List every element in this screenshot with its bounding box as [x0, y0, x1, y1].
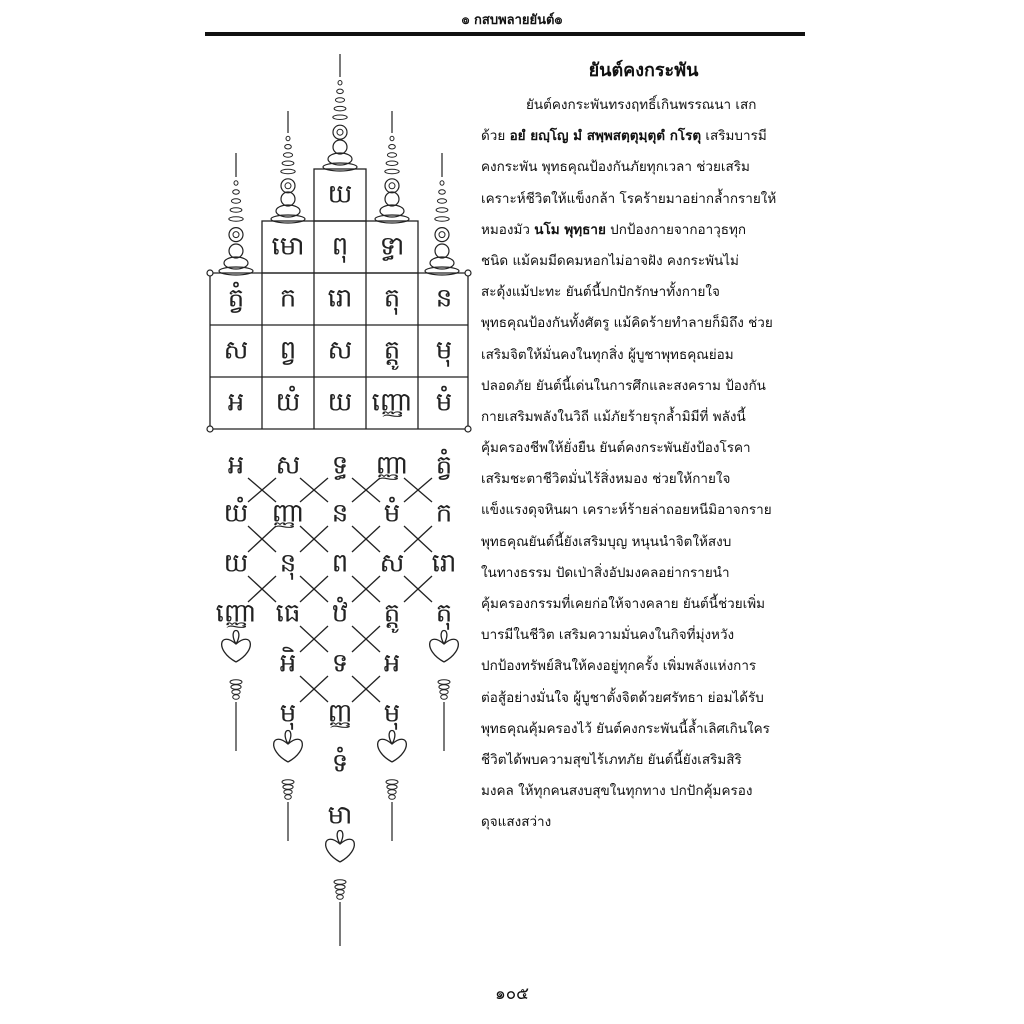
trefoil-right [430, 631, 459, 663]
body-line [481, 558, 806, 589]
body-line [481, 651, 806, 682]
running-header: ๏ กสบพลายยันต์๏ [461, 13, 563, 28]
lattice-glyph: ស [275, 450, 301, 481]
body-text: พุทธคุณป้องกันทั้งศัตรู แม้คิดร้ายทำลายก็มิถึง ช่วย [481, 315, 773, 332]
lattice-glyph: អិ [279, 648, 297, 679]
lattice-glyph: រោ [431, 548, 457, 579]
body-line [481, 807, 806, 838]
tail-left [230, 680, 242, 751]
lattice-glyph: ឋំ [331, 598, 349, 629]
grid-glyph: ត្វំ [227, 283, 245, 314]
body-mantra: อยํ ยญฺโญ มํ สพฺพสตฺตุมฺตุตํ กโรตุ [509, 128, 702, 145]
lattice-glyph: ក [435, 498, 453, 529]
tail-right-inner [386, 780, 398, 841]
body-text: ปกป้องกายจากอาวุธทุก [605, 221, 747, 238]
grid-node [465, 270, 471, 276]
body-text: ยันต์คงกระพันทรงฤทธิ์เกินพรรณนา เสก [526, 97, 757, 113]
grid-node [207, 270, 213, 276]
body-text: หมองมัว [481, 221, 535, 238]
grid-node [207, 426, 213, 432]
article-title: ยันต์คงกระพัน [588, 60, 699, 81]
body-line [481, 495, 806, 526]
grid-glyph: ពុ [331, 231, 349, 262]
grid-glyph: ស [223, 335, 249, 366]
finial-left-outer [219, 153, 253, 275]
grid-glyph: ន [435, 283, 453, 314]
lattice-glyph: នុ [279, 548, 297, 579]
grid-glyph: យ [327, 387, 353, 418]
body-text: สะดุ้งแม้ปะทะ ยันต์นี้ปกปักรักษาทั้งกายใจ [481, 284, 720, 301]
body-text: ปลอดภัย ยันต์นี้เด่นในการศึกและสงคราม ป้องกัน [481, 377, 766, 394]
lattice-glyph: ទ្ធ [331, 450, 349, 481]
body-line [481, 90, 806, 121]
body-line [481, 464, 806, 495]
body-line [481, 340, 806, 371]
grid-glyph: ព្វ [279, 335, 297, 366]
grid-glyph: ក [279, 283, 297, 314]
lattice-glyph: អ [227, 450, 245, 481]
body-text: ด้วย [481, 128, 510, 145]
grid-glyph: អ [227, 387, 245, 418]
lattice-glyph: ទ [331, 648, 349, 679]
yantra-diagram [200, 48, 472, 948]
body-text: คงกระพัน พุทธคุณป้องกันภัยทุกเวลา ช่วยเสริม [481, 159, 750, 176]
lattice-glyph: ត្តូ [383, 598, 401, 629]
body-line [481, 714, 806, 745]
tail-left-inner [282, 780, 294, 841]
body-text: คุ้มครองชีพให้ยั่งยืน ยันต์คงกระพันยังป้องโรคา [481, 440, 751, 457]
body-line [481, 184, 806, 215]
body-text: กายเสริมพลังในวิถี แม้ภัยร้ายรุกล้ำมิมีที่ พลังนี้ [481, 408, 746, 425]
grid-glyph: មំ [435, 387, 453, 418]
grid-glyph: យំ [275, 387, 301, 418]
body-text: ชีวิตได้พบความสุขไร้เภทภัย ยันต์นี้ยังเสริมสิริ [481, 751, 742, 768]
header-rule [205, 32, 805, 36]
body-line [481, 620, 806, 651]
lattice-glyph: ទំ [331, 748, 349, 779]
lattice-glyph: មំ [383, 498, 401, 529]
trefoil-right-inner [378, 731, 407, 763]
body-line [481, 745, 806, 776]
grid-glyph: ទ្ធា [379, 231, 405, 262]
trefoil-left-inner [274, 731, 303, 763]
body-line [481, 246, 806, 277]
grid-glyph: ស [327, 335, 353, 366]
body-line [481, 776, 806, 807]
lattice-glyph: ន [331, 498, 349, 529]
lattice-glyph: ស [379, 548, 405, 579]
body-text: แข็งแรงดุจหินผา เคราะห์ร้ายล่าถอยหนีมิอาจกราย [481, 502, 772, 519]
grid-glyph: ញ្ញោ [371, 387, 413, 418]
body-line [481, 152, 806, 183]
lattice-glyph: ធេ [275, 598, 301, 629]
lattice-glyph: ញ្ញោ [215, 598, 257, 629]
article [481, 58, 806, 839]
body-line [481, 121, 806, 152]
lattice-glyph: មុ [279, 698, 297, 729]
lattice-glyph: ព [331, 548, 349, 579]
body-text: เสริมบารมี [701, 128, 767, 145]
lattice-glyph: តុ [435, 598, 453, 629]
lattice-glyph: យ [223, 548, 249, 579]
grid-glyph: យ [327, 179, 353, 210]
body-line [481, 277, 806, 308]
grid-glyph: ត្តូ [383, 335, 401, 366]
body-text: ชนิด แม้คมมีดคมหอกไม่อาจฝัง คงกระพันไม่ [481, 252, 739, 269]
lattice-glyph: ញ្ញា [271, 498, 305, 529]
lattice-glyph: អ [383, 648, 401, 679]
finial-left-inner [271, 111, 305, 223]
body-line [481, 308, 806, 339]
body-text: เสริมจิตให้มั่นคงในทุกสิ่ง ผู้บูชาพุทธคุณย่อม [481, 346, 734, 363]
body-text: ปกป้องทรัพย์สินให้คงอยู่ทุกครั้ง เพิ่มพลังแห่งการ [481, 658, 757, 675]
body-line [481, 527, 806, 558]
page-number: ๑๐๕ [494, 984, 530, 1004]
grid-glyph: មុ [435, 335, 453, 366]
body-text: พุทธคุณคุ้มครองไว้ ยันต์คงกระพันนี้ล้ำเลิศเกินใคร [481, 720, 770, 737]
lattice-glyph: យំ [223, 498, 249, 529]
body-mantra: นโม พุทฺธาย [534, 221, 606, 238]
body-text: ต่อสู้อย่างมั่นใจ ผู้บูชาตั้งจิตด้วยศรัทธา ย่อมได้รับ [481, 689, 764, 706]
grid-glyph: រោ [327, 283, 353, 314]
body-text: บารมีในชีวิต เสริมความมั่นคงในกิจที่มุ่งหวัง [481, 627, 735, 644]
lattice-glyph: ត្វំ [435, 450, 453, 481]
body-line [481, 433, 806, 464]
body-text: ดุจแสงสว่าง [481, 814, 552, 831]
body-text: เคราะห์ชีวิตให้แข็งกล้า โรคร้ายมาอย่ากล้ำกรายให้ [481, 190, 777, 207]
body-text: ในทางธรรม ปัดเป่าสิ่งอัปมงคลอย่ากรายนำ [481, 564, 730, 581]
body-text: คุ้มครองกรรมที่เคยก่อให้จางคลาย ยันต์นี้ช่วยเพิ่ม [481, 596, 766, 612]
tail-right [438, 680, 450, 751]
lattice-glyph: ញ្ញា [375, 450, 409, 481]
body-line [481, 402, 806, 433]
article-body [481, 90, 806, 839]
finial-right-outer [425, 153, 459, 275]
trefoil-center [326, 831, 355, 863]
trefoil-left [222, 631, 251, 663]
tail-center [334, 880, 346, 946]
body-line [481, 215, 806, 246]
finial-center [323, 54, 357, 171]
body-line [481, 589, 806, 620]
lattice-glyph: មុ [383, 698, 401, 729]
grid-glyph: តុ [383, 283, 401, 314]
finial-right-inner [375, 111, 409, 223]
body-text: พุทธคุณยันต์นี้ยังเสริมบุญ หนุนนำจิตให้สงบ [481, 533, 732, 550]
body-text: มงคล ให้ทุกคนสงบสุขในทุกทาง ปกปักคุ้มครอง [481, 783, 753, 800]
lattice-glyph: ញ្ញ [327, 698, 353, 729]
lattice-glyph: មា [327, 800, 353, 831]
body-line [481, 371, 806, 402]
body-line [481, 683, 806, 714]
grid-glyph: មោ [271, 231, 305, 262]
body-text: เสริมชะตาชีวิตมั่นไร้สิ่งหมอง ช่วยให้กายใจ [481, 471, 731, 488]
grid-node [465, 426, 471, 432]
